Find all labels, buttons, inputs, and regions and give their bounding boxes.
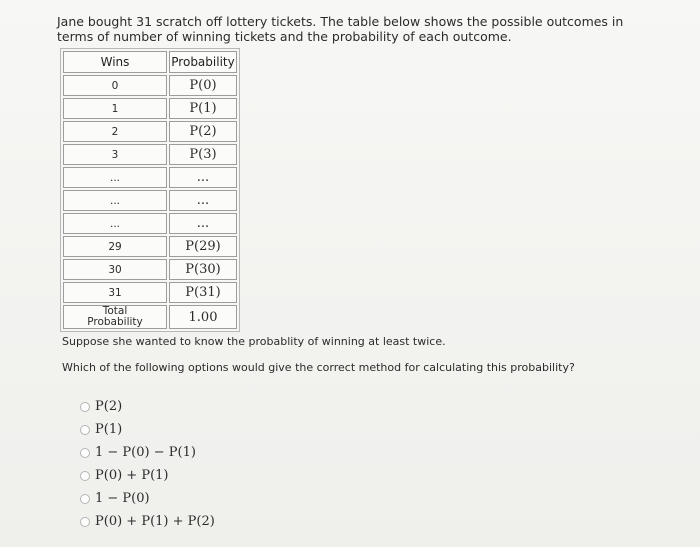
probability-cell: P(0) [169,75,237,96]
table-row [63,259,237,280]
option-label: P(2) [95,399,123,414]
answer-option-3[interactable] [80,441,215,464]
total-row [63,305,237,329]
option-label: P(0) + P(1) + P(2) [95,514,215,529]
table-row [63,167,237,188]
probability-cell: P(29) [169,236,237,257]
option-label: 1 − P(0) − P(1) [95,445,196,460]
wins-cell: ... [63,167,167,188]
total-label-line1: Total [102,305,128,317]
wins-cell: 31 [63,282,167,303]
probability-cell: P(1) [169,98,237,119]
option-label: P(1) [95,422,123,437]
radio-button[interactable] [80,494,90,504]
table-row [63,75,237,96]
option-label: P(0) + P(1) [95,468,169,483]
header-wins: Wins [63,51,167,73]
probability-cell: P(2) [169,121,237,142]
total-label-line2: Probability [87,316,143,328]
header-probability: Probability [169,51,237,73]
wins-cell: ... [63,190,167,211]
question-line1: Suppose she wanted to know the probablity of winning at least twice. [62,335,446,348]
table-row [63,282,237,303]
wins-cell: 2 [63,121,167,142]
probability-cell: ... [169,167,237,188]
outcomes-table-wrapper [60,48,240,332]
outcomes-table [60,48,240,332]
radio-button[interactable] [80,517,90,527]
answer-option-4[interactable] [80,464,215,487]
radio-button[interactable] [80,448,90,458]
answer-option-1[interactable] [80,395,215,418]
table-row [63,236,237,257]
answer-option-2[interactable] [80,418,215,441]
intro-text: Jane bought 31 scratch off lottery tickets. The table below shows the possible outcomes in terms of number of winning tickets and the probability of each outcome. [57,14,624,44]
table-header-row [63,51,237,73]
question-line2: Which of the following options would give the correct method for calculating this probability? [62,361,575,374]
probability-cell: P(31) [169,282,237,303]
total-value-cell: 1.00 [169,305,237,329]
table-row [63,213,237,234]
probability-cell: ... [169,213,237,234]
wins-cell: 29 [63,236,167,257]
answer-options [80,395,215,533]
probability-cell: P(30) [169,259,237,280]
radio-button[interactable] [80,402,90,412]
option-label: 1 − P(0) [95,491,150,506]
answer-option-5[interactable] [80,487,215,510]
wins-cell: ... [63,213,167,234]
wins-cell: 0 [63,75,167,96]
table-row [63,144,237,165]
answer-option-6[interactable] [80,510,215,533]
wins-cell: 1 [63,98,167,119]
radio-button[interactable] [80,425,90,435]
table-row [63,121,237,142]
wins-cell: 30 [63,259,167,280]
wins-cell: 3 [63,144,167,165]
radio-button[interactable] [80,471,90,481]
probability-cell: P(3) [169,144,237,165]
table-row [63,98,237,119]
probability-cell: ... [169,190,237,211]
total-label-cell [63,305,167,329]
table-row [63,190,237,211]
